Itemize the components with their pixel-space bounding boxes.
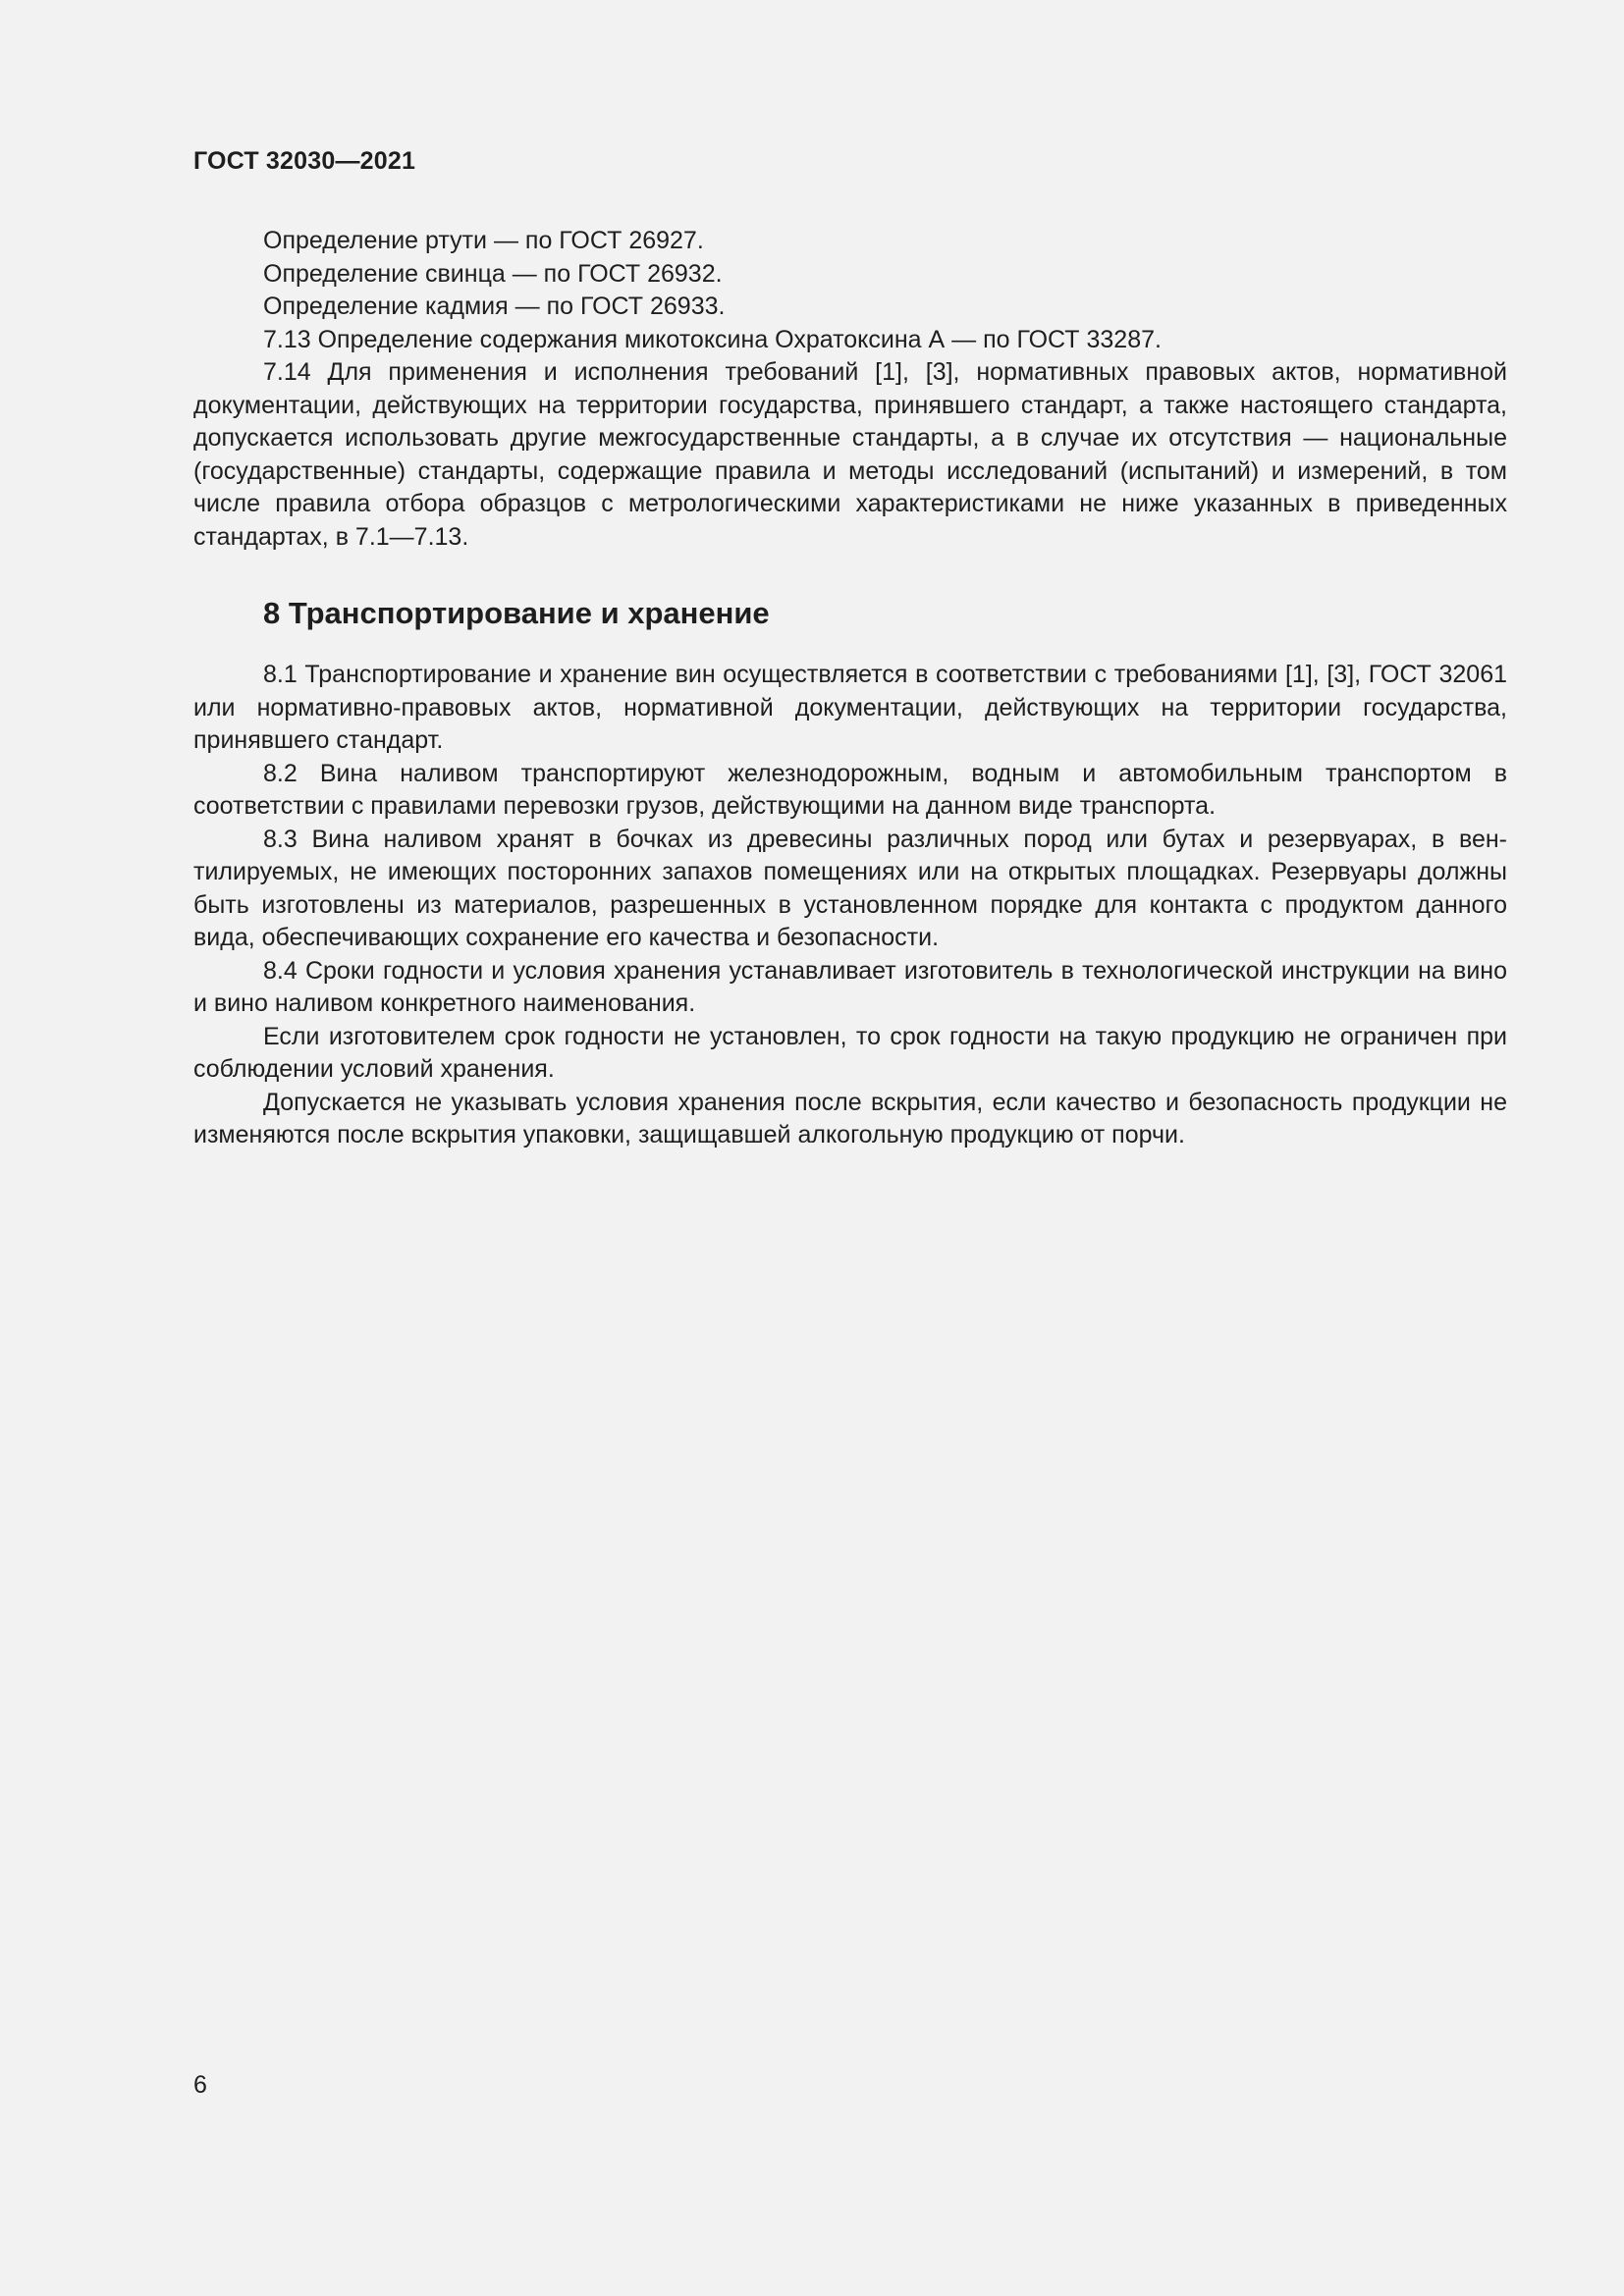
paragraph-7-13: 7.13 Определение содержания микотоксина Охратоксина А — по ГОСТ 33287. <box>263 325 1162 353</box>
paragraph-8-1: 8.1 Транспортирование и хранение вин осуществляется в соответствии с требованиями [1], [3], ГОСТ 32061 или нормативно-правовых актов, нормативной документации, действующих на территории государства, принявшего стандарт. <box>193 661 1507 754</box>
paragraph-8-4: 8.4 Сроки годности и условия хранения устанавливает изготовитель в технологической инструкции на вино и вино наливом конкретного наименования. <box>193 956 1507 1017</box>
document-code-header: ГОСТ 32030—2021 <box>193 147 416 175</box>
paragraph-7-14: 7.14 Для применения и исполнения требований [1], [3], нормативных правовых актов, нормативной документации, действующих на территории государства, принявшего стандарт, а также настоящего стандарта, допускается использовать другие межгосударственные стандарты, а в случае их отсутствия — национальные (государственные) стандарты, содержащие правила и методы исследований (испытаний) и измерений, в том числе правила отбора образцов с метрологическими характеристиками не ниже указанных в приведенных стандартах, в 7.1—7.13. <box>193 358 1507 551</box>
paragraph-8-4-shelf-life: Если изготовителем срок годности не установлен, то срок годности на такую продукцию не ограничен при соблюдении условий хранения. <box>193 1022 1507 1083</box>
paragraph-8-4-after-opening: Допускается не указывать условия хранения после вскрытия, если качество и безопасность продукции не изменяются после вскрытия упаковки, защищавшей алкогольную продукцию от порчи. <box>193 1088 1507 1148</box>
section-8-heading: 8 Транспортирование и хранение <box>263 596 770 630</box>
paragraph-cadmium: Определение кадмия — по ГОСТ 26933. <box>263 293 726 320</box>
paragraph-lead: Определение свинца — по ГОСТ 26932. <box>263 259 723 288</box>
page-content <box>193 225 1507 1152</box>
paragraph-8-2: 8.2 Вина наливом транспортируют железнодорожным, водным и автомобильным транспортом в соответствии с правилами перевозки грузов, действующими на данном виде транспорта. <box>193 759 1507 820</box>
paragraph-mercury: Определение ртути — по ГОСТ 26927. <box>263 227 704 254</box>
page-number: 6 <box>193 2071 207 2099</box>
paragraph-8-3: 8.3 Вина наливом хранят в бочках из древесины различных пород или бутах и резервуарах, в вентилируемых, не имеющих посторонних запахов помещениях или на открытых площадках. Резервуары должны быть изготовлены из материалов, разрешенных в установленном порядке для контакта с продуктом данного вида, обеспечивающих сохранение его качества и безопасности. <box>193 825 1507 951</box>
